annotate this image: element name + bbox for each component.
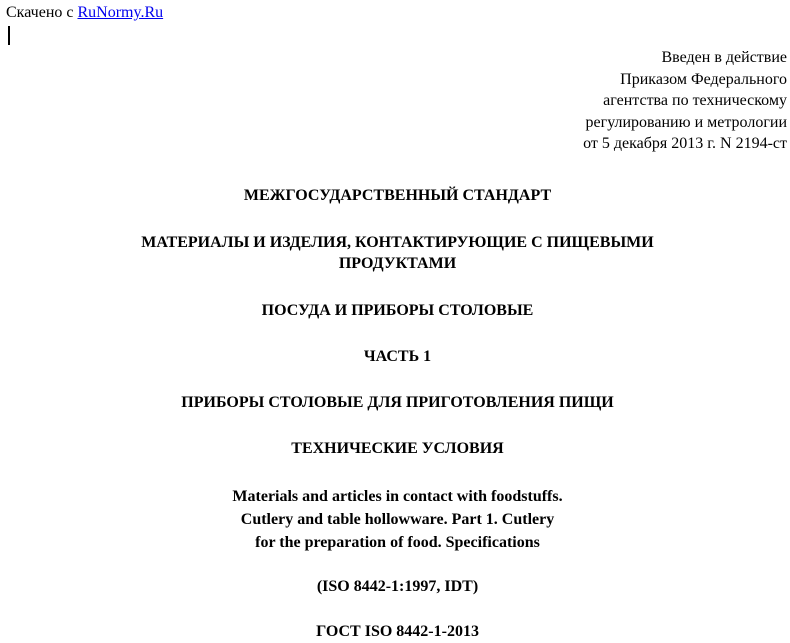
part-heading: ЧАСТЬ 1 <box>363 348 432 365</box>
introduction-line: регулированию и метрологии <box>585 113 787 131</box>
introduction-line: агентства по техническому <box>603 92 787 109</box>
introduction-block <box>387 47 787 155</box>
specification-heading: ТЕХНИЧЕСКИЕ УСЛОВИЯ <box>291 440 504 457</box>
introduction-line: Приказом Федерального <box>620 70 787 88</box>
source-prefix: Скачено с <box>6 4 78 21</box>
main-title <box>0 232 790 274</box>
part-title-heading: ПРИБОРЫ СТОЛОВЫЕ ДЛЯ ПРИГОТОВЛЕНИЯ ПИЩИ <box>181 394 614 411</box>
subtitle-heading: ПОСУДА И ПРИБОРЫ СТОЛОВЫЕ <box>261 302 534 319</box>
english-title-line: for the preparation of food. Specifications <box>255 534 540 551</box>
introduction-line: от 5 декабря 2013 г. N 2194-ст <box>583 135 787 152</box>
main-title-line: ПРОДУКТАМИ <box>338 255 457 272</box>
iso-reference: (ISO 8442-1:1997, IDT) <box>316 578 479 595</box>
english-title-line: Materials and articles in contact with foodstuffs. <box>232 488 563 505</box>
runormy-link[interactable]: RuNormy.Ru <box>77 4 164 21</box>
english-title-line: Cutlery and table hollowware. Part 1. Cutlery <box>240 511 555 528</box>
text-cursor <box>8 26 10 45</box>
standard-type-heading: МЕЖГОСУДАРСТВЕННЫЙ СТАНДАРТ <box>243 187 552 204</box>
source-line <box>6 3 163 22</box>
english-title <box>0 485 790 554</box>
introduction-line: Введен в действие <box>661 49 787 66</box>
main-title-line: МАТЕРИАЛЫ И ИЗДЕЛИЯ, КОНТАКТИРУЮЩИЕ С ПИЩЕВЫМИ <box>141 234 654 251</box>
standard-designation: ГОСТ ISO 8442-1-2013 <box>316 623 479 640</box>
